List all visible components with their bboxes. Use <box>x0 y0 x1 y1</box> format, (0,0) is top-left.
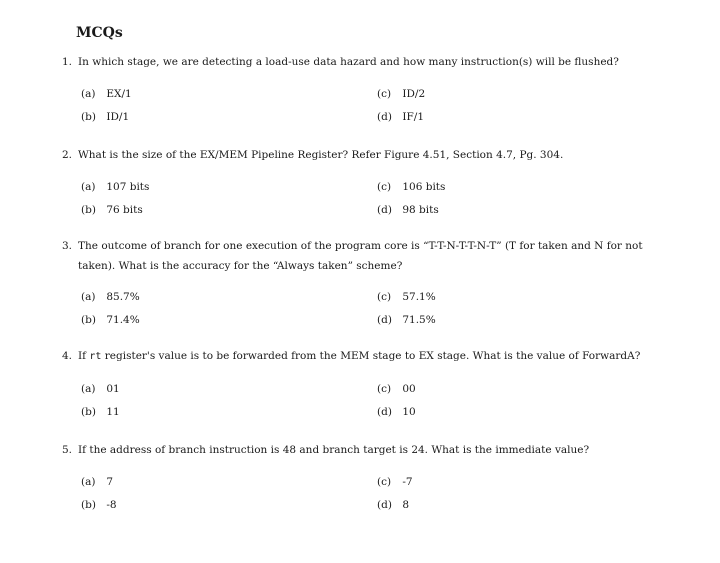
option-text: 7 <box>106 476 114 488</box>
option-text: 85.7% <box>106 291 140 303</box>
option-text: 76 bits <box>106 204 143 216</box>
option-label: (b) <box>81 314 96 326</box>
question-4 <box>62 346 662 367</box>
option-label: (d) <box>377 204 392 216</box>
option-label: (c) <box>377 88 392 100</box>
option-text: -7 <box>402 476 413 488</box>
option-text: 01 <box>106 383 120 395</box>
option-1c <box>377 88 425 100</box>
option-label: (a) <box>81 476 96 488</box>
question-text-line-1: The outcome of branch for one execution of the program core is “T-T-N-T-T-N-T” (T for taken and N for not <box>78 240 643 252</box>
option-4c <box>377 383 416 395</box>
option-1a <box>81 88 132 100</box>
option-text: 10 <box>402 406 416 418</box>
option-4b <box>81 406 120 418</box>
question-text-pre: If <box>78 350 87 362</box>
option-3b <box>81 314 140 326</box>
option-1d <box>377 111 424 123</box>
section-heading: MCQs <box>76 25 123 41</box>
question-number: 1. <box>62 56 73 68</box>
option-label: (d) <box>377 406 392 418</box>
option-label: (d) <box>377 111 392 123</box>
question-text: In which stage, we are detecting a load-use data hazard and how many instruction(s) will be flushed? <box>78 56 619 68</box>
option-text: IF/1 <box>402 111 424 123</box>
option-2c <box>377 181 445 193</box>
option-3c <box>377 291 436 303</box>
question-text: If the address of branch instruction is 48 and branch target is 24. What is the immediate value? <box>78 444 590 456</box>
option-3a <box>81 291 140 303</box>
option-text: 8 <box>402 499 410 511</box>
option-text: 57.1% <box>402 291 436 303</box>
option-text: 107 bits <box>106 181 150 193</box>
option-label: (c) <box>377 476 392 488</box>
question-number: 2. <box>62 149 73 161</box>
question-text-line-2: taken). What is the accuracy for the “Always taken” scheme? <box>78 260 403 272</box>
question-5 <box>62 440 662 460</box>
option-5a <box>81 476 113 488</box>
option-label: (b) <box>81 111 96 123</box>
option-3d <box>377 314 436 326</box>
option-label: (b) <box>81 406 96 418</box>
option-text: -8 <box>106 499 117 511</box>
option-label: (a) <box>81 181 96 193</box>
option-text: ID/1 <box>106 111 130 123</box>
option-1b <box>81 111 129 123</box>
option-text: EX/1 <box>106 88 132 100</box>
question-3 <box>62 236 662 276</box>
option-4d <box>377 406 416 418</box>
option-text: ID/2 <box>402 88 426 100</box>
option-label: (c) <box>377 383 392 395</box>
option-label: (b) <box>81 204 96 216</box>
option-5d <box>377 499 409 511</box>
option-text: 98 bits <box>402 204 439 216</box>
question-number: 4. <box>62 350 73 362</box>
question-2 <box>62 145 662 165</box>
option-2a <box>81 181 149 193</box>
option-5b <box>81 499 117 511</box>
option-label: (d) <box>377 499 392 511</box>
option-4a <box>81 383 120 395</box>
option-2d <box>377 204 439 216</box>
option-text: 71.5% <box>402 314 436 326</box>
question-1 <box>62 52 662 72</box>
question-number: 3. <box>62 240 73 252</box>
option-text: 106 bits <box>402 181 446 193</box>
question-number: 5. <box>62 444 73 456</box>
question-text: What is the size of the EX/MEM Pipeline Register? Refer Figure 4.51, Section 4.7, Pg. 304. <box>78 149 564 161</box>
option-2b <box>81 204 143 216</box>
option-label: (b) <box>81 499 96 511</box>
option-label: (d) <box>377 314 392 326</box>
option-label: (a) <box>81 88 96 100</box>
option-label: (a) <box>81 383 96 395</box>
question-code-rt: rt <box>89 351 102 362</box>
option-label: (c) <box>377 291 392 303</box>
option-text: 71.4% <box>106 314 140 326</box>
option-text: 11 <box>106 406 120 418</box>
option-label: (a) <box>81 291 96 303</box>
option-5c <box>377 476 413 488</box>
question-text-post: register's value is to be forwarded from the MEM stage to EX stage. What is the value of ForwardA? <box>104 350 641 362</box>
option-text: 00 <box>402 383 416 395</box>
option-label: (c) <box>377 181 392 193</box>
